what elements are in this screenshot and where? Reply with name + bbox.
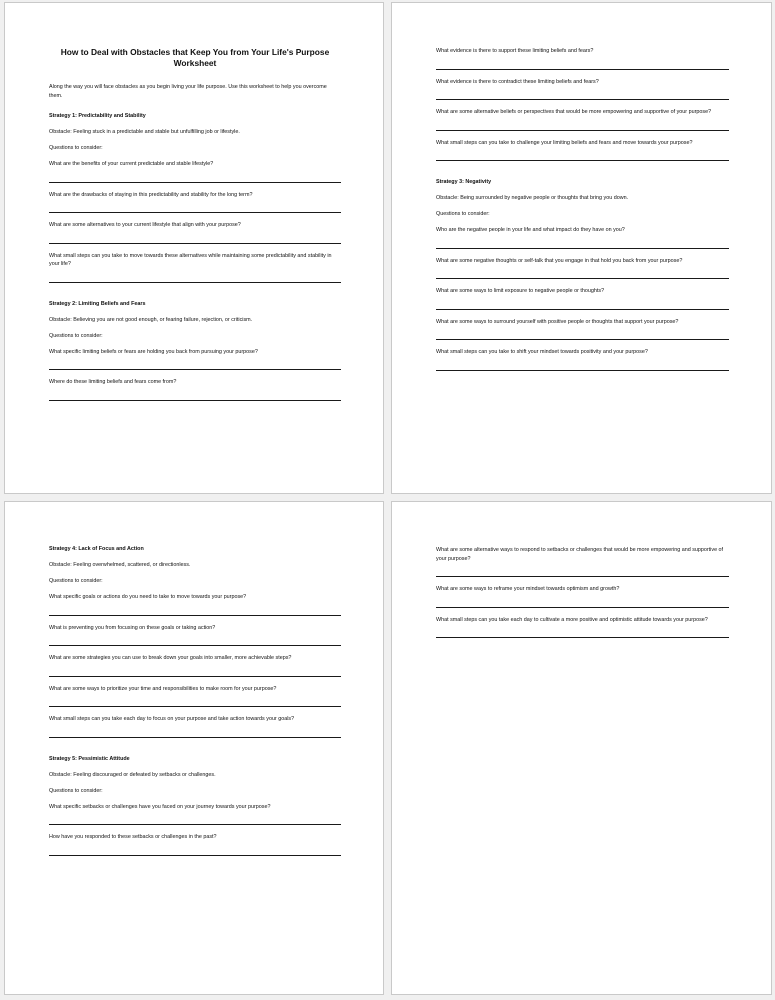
- question: What small steps can you take to shift your mindset towards positivity and your purpose?: [436, 349, 648, 355]
- question: What evidence is there to contradict these limiting beliefs and fears?: [436, 78, 599, 85]
- question: What are some alternative beliefs or perspectives that would be more empowering and supportive of your purpose?: [436, 109, 712, 115]
- question: What are some negative thoughts or self-talk that you engage in that hold you back from your purpose?: [436, 257, 683, 264]
- answer-line[interactable]: [436, 357, 729, 371]
- question: What are some ways to surround yourself with positive people or thoughts that support your purpose?: [436, 318, 679, 325]
- question: What are some ways to reframe your mindset towards optimism and growth?: [436, 586, 620, 592]
- answer-line[interactable]: [436, 147, 729, 161]
- question: What are some alternative ways to respond to setbacks or challenges that would be more empowering and supportive of your purpose?: [436, 547, 724, 562]
- answer-line[interactable]: [49, 230, 341, 244]
- worksheet-page-1: [4, 2, 384, 494]
- question: What specific setbacks or challenges have you faced on your journey towards your purpose?: [49, 803, 271, 810]
- answer-line[interactable]: [436, 117, 729, 131]
- answer-line[interactable]: [436, 563, 729, 577]
- questions-label: Questions to consider:: [436, 211, 490, 217]
- strategy-1-heading: Strategy 1: Predictability and Stability: [49, 113, 146, 119]
- worksheet-page-4: [391, 501, 772, 995]
- answer-line[interactable]: [436, 594, 729, 608]
- answer-line[interactable]: [49, 169, 341, 183]
- answer-line[interactable]: [436, 235, 729, 249]
- questions-label: Questions to consider:: [49, 145, 103, 151]
- strategy-3-obstacle: Obstacle: Being surrounded by negative people or thoughts that bring you down.: [436, 195, 629, 201]
- answer-line[interactable]: [49, 724, 341, 738]
- strategy-2-heading: Strategy 2: Limiting Beliefs and Fears: [49, 300, 146, 307]
- document-title: How to Deal with Obstacles that Keep You from Your Life's Purpose Worksheet: [60, 47, 330, 68]
- question: Where do these limiting beliefs and fears come from?: [49, 379, 177, 385]
- question: How have you responded to these setbacks or challenges in the past?: [49, 834, 217, 840]
- answer-line[interactable]: [436, 265, 729, 279]
- questions-label: Questions to consider:: [49, 787, 103, 794]
- answer-line[interactable]: [49, 269, 341, 283]
- worksheet-page-2: [391, 2, 772, 494]
- answer-line[interactable]: [49, 842, 341, 856]
- question: What evidence is there to support these limiting beliefs and fears?: [436, 48, 594, 54]
- intro-text: Along the way you will face obstacles as you begin living your life purpose. Use this worksheet to help you overcome them.: [49, 84, 327, 99]
- answer-line[interactable]: [49, 199, 341, 213]
- strategy-4-obstacle: Obstacle: Feeling overwhelmed, scattered, or directionless.: [49, 562, 191, 568]
- question: What are some ways to limit exposure to negative people or thoughts?: [436, 288, 605, 294]
- strategy-4-heading: Strategy 4: Lack of Focus and Action: [49, 546, 144, 552]
- strategy-1-obstacle: Obstacle: Feeling stuck in a predictable and stable but unfulfilling job or lifestyle.: [49, 129, 240, 135]
- strategy-5-heading: Strategy 5: Pessimistic Attitude: [49, 755, 130, 762]
- question: What is preventing you from focusing on these goals or taking action?: [49, 624, 216, 631]
- question: What specific goals or actions do you need to take to move towards your purpose?: [49, 594, 247, 600]
- answer-line[interactable]: [436, 326, 729, 340]
- answer-line[interactable]: [436, 624, 729, 638]
- question: What specific limiting beliefs or fears are holding you back from pursuing your purpose?: [49, 348, 258, 355]
- answer-line[interactable]: [436, 86, 729, 100]
- question: What small steps can you take to challenge your limiting beliefs and fears and move towards your purpose?: [436, 139, 693, 146]
- question: What small steps can you take each day to focus on your purpose and take action towards your goals?: [49, 716, 295, 722]
- answer-line[interactable]: [49, 663, 341, 677]
- answer-line[interactable]: [49, 632, 341, 646]
- question: What are the benefits of your current predictable and stable lifestyle?: [49, 161, 214, 167]
- answer-line[interactable]: [49, 811, 341, 825]
- questions-label: Questions to consider:: [49, 332, 103, 339]
- answer-line[interactable]: [436, 296, 729, 310]
- answer-line[interactable]: [49, 356, 341, 370]
- question: What are some ways to prioritize your time and responsibilities to make room for your purpose?: [49, 685, 277, 692]
- worksheet-page-3: [4, 501, 384, 995]
- question: What small steps can you take to move towards these alternatives while maintaining some predictability and stability in your life?: [49, 252, 332, 267]
- answer-line[interactable]: [436, 56, 729, 70]
- strategy-3-heading: Strategy 3: Negativity: [436, 179, 492, 185]
- answer-line[interactable]: [49, 387, 341, 401]
- question: What are some alternatives to your current lifestyle that align with your purpose?: [49, 222, 241, 228]
- answer-line[interactable]: [49, 602, 341, 616]
- strategy-2-obstacle: Obstacle: Believing you are not good enough, or fearing failure, rejection, or criticism.: [49, 316, 253, 323]
- question: What small steps can you take each day to cultivate a more positive and optimistic attitude towards your purpose?: [436, 616, 708, 623]
- question: What are some strategies you can use to break down your goals into smaller, more achievable steps?: [49, 655, 292, 661]
- question: What are the drawbacks of staying in this predictability and stability for the long term?: [49, 191, 253, 198]
- strategy-5-obstacle: Obstacle: Feeling discouraged or defeated by setbacks or challenges.: [49, 771, 216, 778]
- questions-label: Questions to consider:: [49, 578, 103, 584]
- question: Who are the negative people in your life and what impact do they have on you?: [436, 227, 625, 233]
- answer-line[interactable]: [49, 693, 341, 707]
